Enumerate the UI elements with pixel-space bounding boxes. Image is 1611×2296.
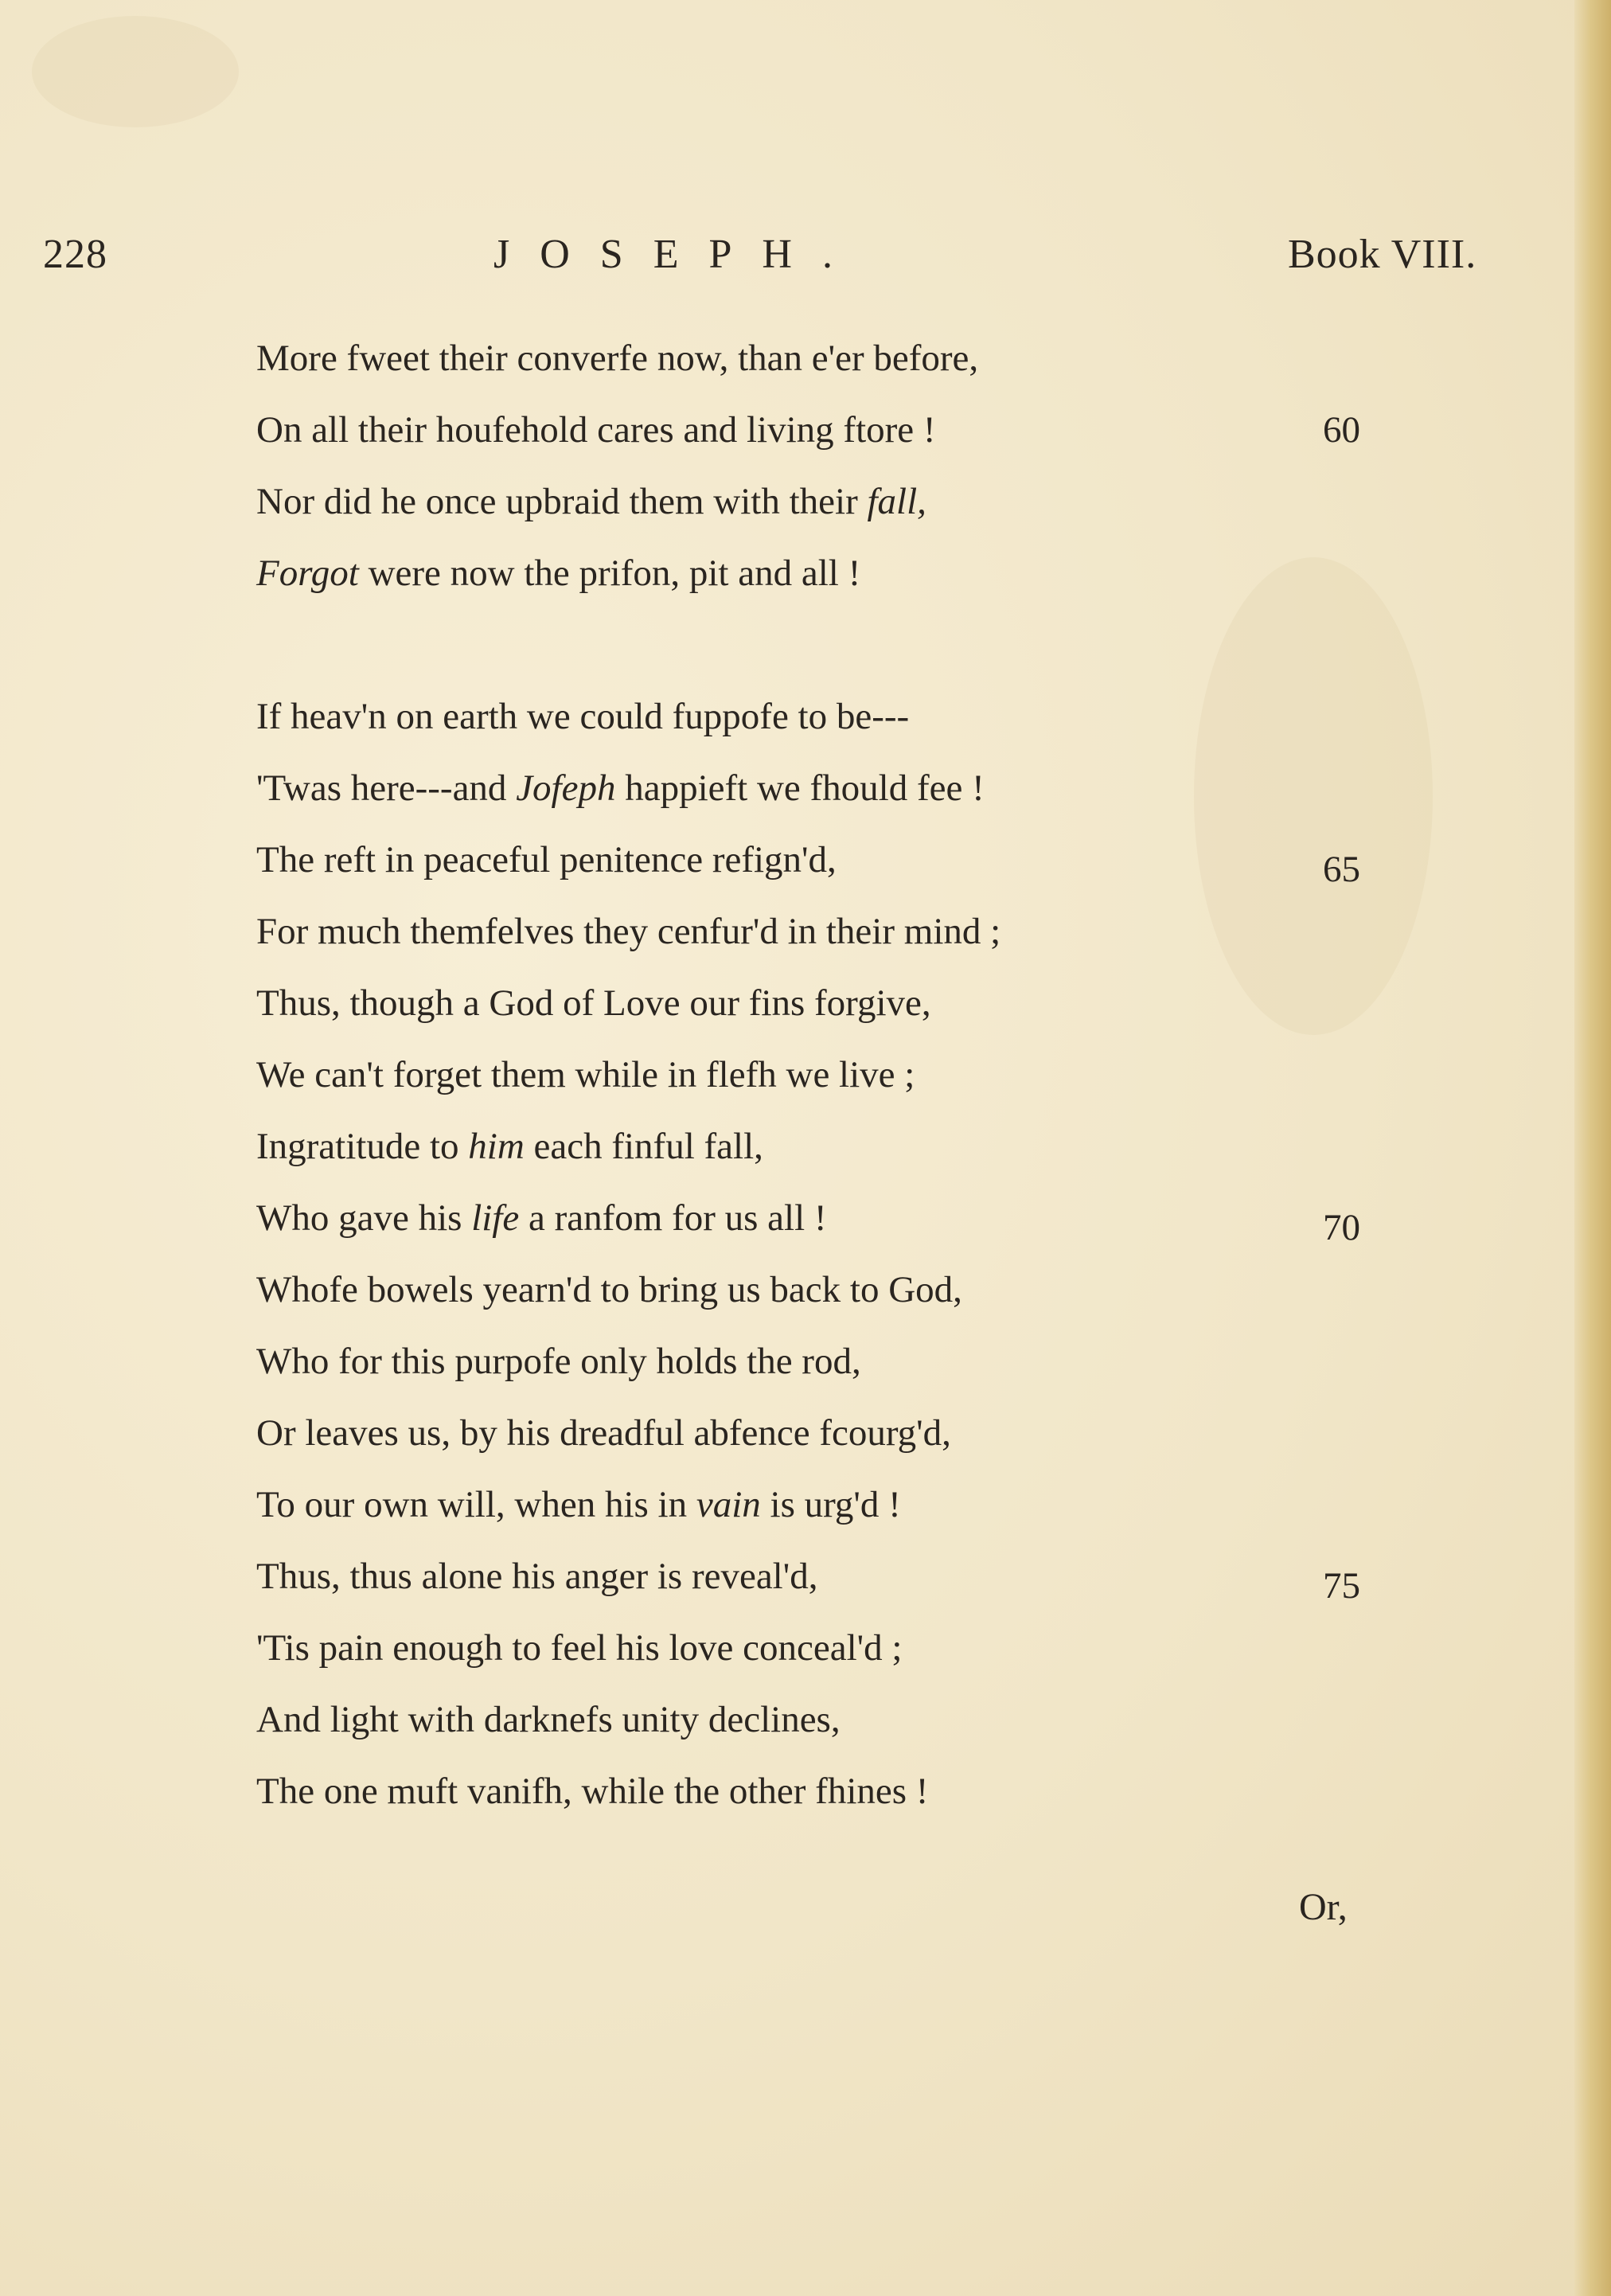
verse-line: Nor did he once upbraid them with their fall, (256, 481, 926, 522)
paper-stain (1194, 557, 1433, 1035)
verse-line: If heav'n on earth we could fuppofe to be--- (256, 696, 910, 737)
verse-line: Who gave his life a ranfom for us all ! (256, 1197, 827, 1239)
running-head (0, 231, 1611, 287)
book-label: Book VIII. (1288, 232, 1477, 277)
verse-line: On all their houfehold cares and living ftore ! (256, 409, 936, 451)
verse-line: Forgot were now the prifon, pit and all ! (256, 553, 861, 594)
verse-line: To our own will, when his in vain is urg'd ! (256, 1484, 901, 1525)
page-edge (1574, 0, 1611, 2296)
line-number: 60 (1323, 409, 1360, 451)
verse-line: Whofe bowels yearn'd to bring us back to God, (256, 1269, 962, 1310)
catchword: Or, (1299, 1886, 1348, 1928)
italic-word: fall, (867, 481, 926, 522)
verse-line: 'Tis pain enough to feel his love conceal'd ; (256, 1627, 903, 1669)
italic-word: Jofeph (516, 767, 616, 809)
verse-line: The reft in peaceful penitence refign'd, (256, 839, 837, 881)
verse-line: Ingratitude to him each finful fall, (256, 1126, 763, 1167)
verse-line: More fweet their converfe now, than e'er before, (256, 338, 979, 379)
running-title: JOSEPH. (493, 232, 863, 277)
line-number: 75 (1323, 1565, 1360, 1607)
italic-word: vain (696, 1484, 761, 1525)
verse-line: Or leaves us, by his dreadful abfence fcourg'd, (256, 1412, 951, 1454)
paper-stain (32, 16, 239, 127)
verse-line: We can't forget them while in flefh we live ; (256, 1054, 915, 1095)
italic-word: life (471, 1197, 520, 1239)
verse-line: 'Twas here---and Jofeph happieft we fhould fee ! (256, 767, 985, 809)
page-number: 228 (43, 232, 107, 277)
verse-line: Who for this purpofe only holds the rod, (256, 1341, 861, 1382)
verse-line: Thus, though a God of Love our fins forgive, (256, 982, 931, 1024)
italic-word: him (468, 1126, 525, 1167)
line-number: 70 (1323, 1207, 1360, 1248)
line-number: 65 (1323, 849, 1360, 890)
italic-word: Forgot (256, 553, 359, 594)
verse-line: Thus, thus alone his anger is reveal'd, (256, 1556, 818, 1597)
verse-line: And light with darknefs unity declines, (256, 1699, 841, 1740)
verse-line: For much themfelves they cenfur'd in their mind ; (256, 911, 1001, 952)
verse-line: The one muft vanifh, while the other fhines ! (256, 1771, 929, 1812)
